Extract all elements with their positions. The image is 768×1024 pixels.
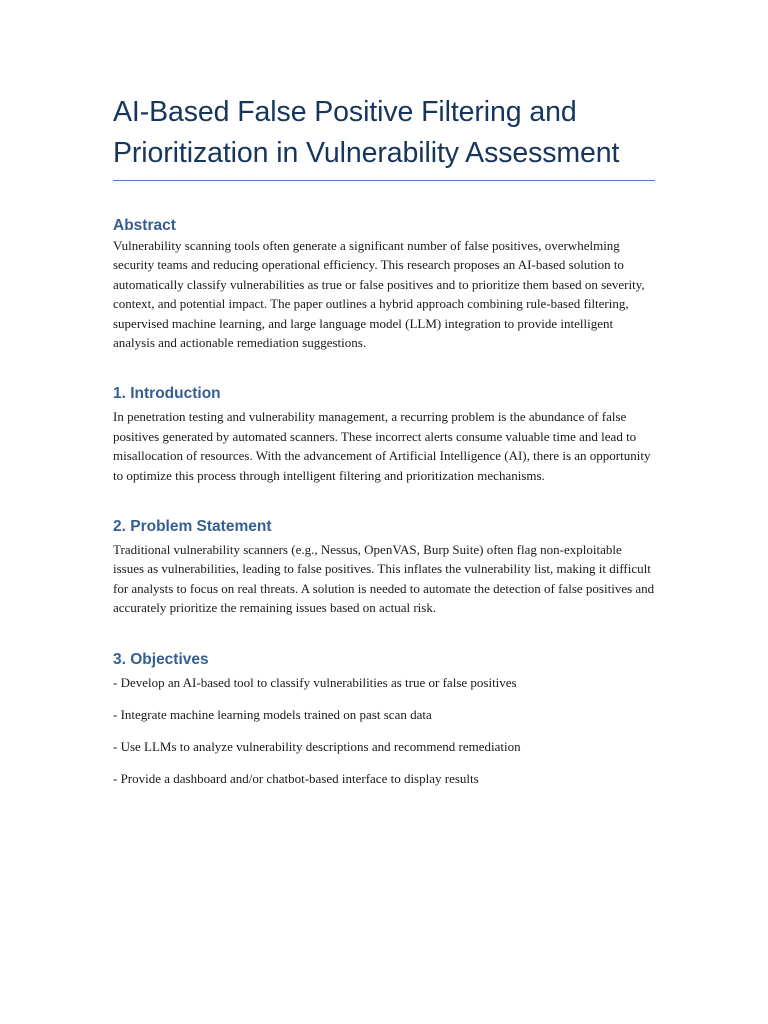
section-heading: 1. Introduction: [113, 385, 221, 403]
section-body: Vulnerability scanning tools often generate a significant number of false positives, overwhelming security teams and reducing operational efficiency. This research proposes an AI-based solution to automatically classify vulnerabilities as true or false positives and to prioritize them based on severity, context, and potential impact. The paper outlines a hybrid approach combining rule-based filtering, supervised machine learning, and large language model (LLM) integration to provide intelligent analysis and actionable remediation suggestions.: [113, 238, 645, 351]
section-heading: Abstract: [113, 217, 176, 234]
objectives-list: [113, 673, 655, 788]
section-abstract: [113, 216, 655, 352]
section-heading: 2. Problem Statement: [113, 518, 272, 536]
section-body: Traditional vulnerability scanners (e.g., Nessus, OpenVAS, Burp Suite) often flag non-exploitable issues as vulnerabilities, leading to false positives. This inflates the vulnerability list, making it difficult for analysts to focus on real threats. A solution is needed to automate the detection of false positives and accurately prioritize the remaining issues based on actual risk.: [113, 542, 655, 616]
list-item: - Use LLMs to analyze vulnerability descriptions and recommend remediation: [113, 738, 521, 754]
section-problem-statement: [113, 517, 655, 618]
section-body: In penetration testing and vulnerability management, a recurring problem is the abundance of false positives generated by automated scanners. These incorrect alerts consume valuable time and lead to misallocation of resources. With the advancement of Artificial Intelligence (AI), there is an opportunity to optimize this process through intelligent filtering and prioritization mechanisms.: [113, 409, 651, 483]
document-title: AI-Based False Positive Filtering and Prioritization in Vulnerability Assessment: [113, 96, 620, 169]
title-divider: [113, 180, 655, 181]
list-item: - Develop an AI-based tool to classify vulnerabilities as true or false positives: [113, 674, 517, 690]
section-objectives: [113, 650, 655, 788]
section-introduction: [113, 384, 655, 485]
list-item: - Provide a dashboard and/or chatbot-based interface to display results: [113, 770, 479, 786]
list-item: - Integrate machine learning models trained on past scan data: [113, 706, 432, 722]
document-content: [113, 92, 655, 801]
section-heading: 3. Objectives: [113, 650, 209, 668]
